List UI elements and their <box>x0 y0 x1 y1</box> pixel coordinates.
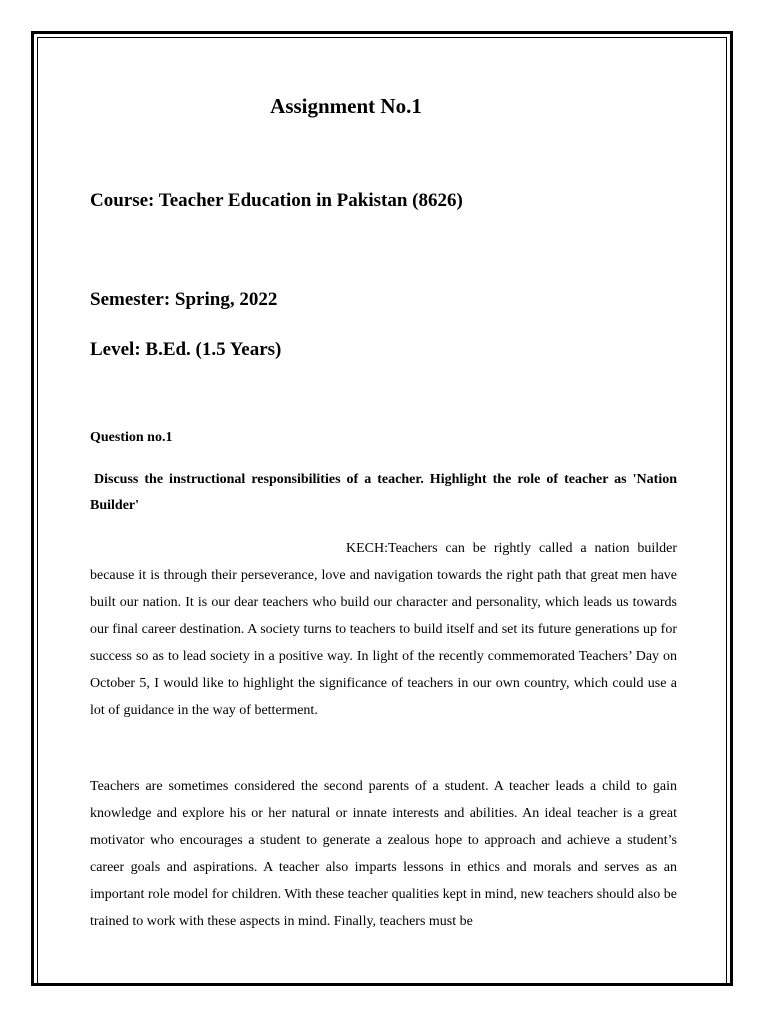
document-title: Assignment No.1 <box>270 94 422 118</box>
answer-paragraph-2: Teachers are sometimes considered the second parents of a student. A teacher leads a child to gain knowledge and explore his or her natural or innate interests and abilities. An ideal teacher is a great motivator who encourages a student to generate a zealous hope to approach and achieve a student’s career goals and aspirations. A teacher also imparts lessons in ethics and morals and serves as an important role model for children. With these teacher qualities kept in mind, new teachers should also be trained to work with these aspects in mind. Finally, teachers must be <box>90 779 677 929</box>
question-label: Question no.1 <box>90 430 173 445</box>
question-text: Discuss the instructional responsibilities of a teacher. Highlight the role of teacher as 'Nation Builder' <box>90 472 677 513</box>
answer-paragraph-1: KECH:Teachers can be rightly called a nation builder because it is through their perseverance, love and navigation towards the right path that great men have built our nation. It is our dear teachers who build our character and personality, which leads us towards our final career destination. A society turns to teachers to build itself and set its future generations up for success so as to lead society in a positive way. In light of the recently commemorated Teachers’ Day on October 5, I would like to highlight the significance of teachers in our own country, which could use a lot of guidance in the way of betterment. <box>90 541 677 718</box>
course-line: Course: Teacher Education in Pakistan (8626) <box>90 190 463 211</box>
semester-line: Semester: Spring, 2022 <box>90 289 278 310</box>
level-line: Level: B.Ed. (1.5 Years) <box>90 339 282 360</box>
